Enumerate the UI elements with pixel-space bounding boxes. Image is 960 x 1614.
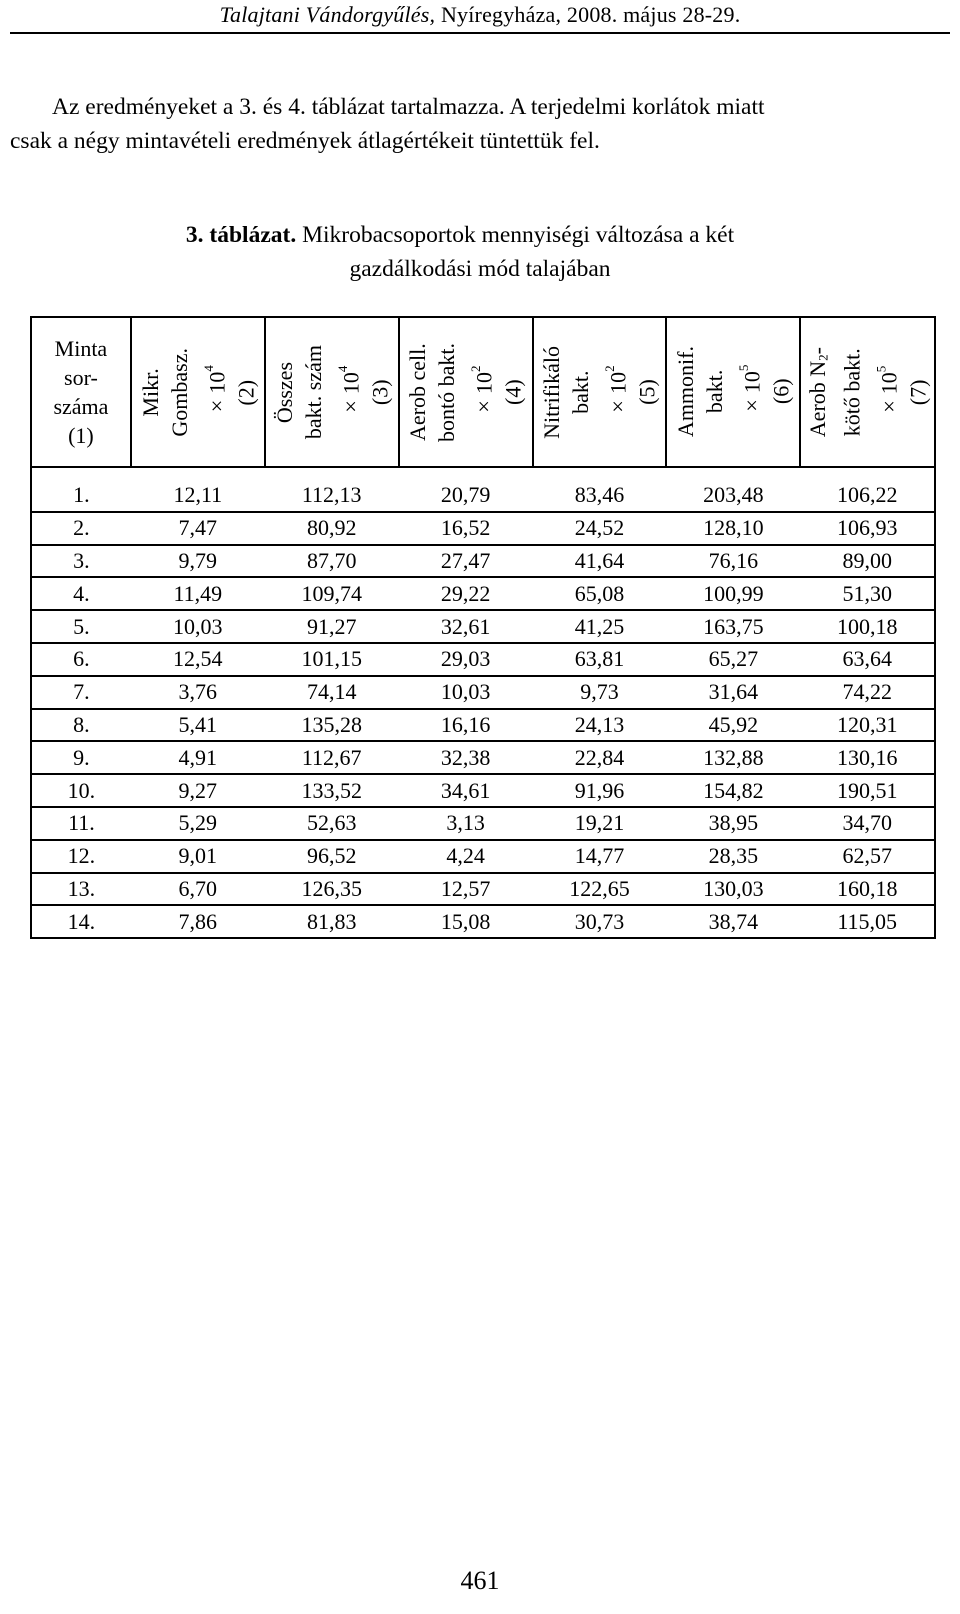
header-line: Összes bbox=[271, 361, 297, 423]
table-row bbox=[31, 807, 935, 840]
table-cell: 20,79 bbox=[399, 467, 533, 512]
header-line: száma bbox=[53, 394, 109, 419]
header-line: (2) bbox=[232, 379, 258, 405]
table-row bbox=[31, 840, 935, 873]
multiplier: ×10 bbox=[471, 371, 497, 419]
table-cell: 65,08 bbox=[533, 577, 667, 610]
table-cell: 41,25 bbox=[533, 610, 667, 643]
table-cell: 4,91 bbox=[131, 741, 265, 774]
row-number-cell: 3. bbox=[31, 545, 131, 578]
row-number-cell: 4. bbox=[31, 577, 131, 610]
header-line bbox=[729, 346, 766, 437]
table-cell: 106,93 bbox=[800, 512, 935, 545]
table-cell: 9,79 bbox=[131, 545, 265, 578]
header-nitrifying-bacteria bbox=[533, 317, 667, 467]
table-cell: 62,57 bbox=[800, 840, 935, 873]
header-line: (5) bbox=[634, 379, 660, 405]
header-text: Aerob N bbox=[804, 360, 830, 438]
table-cell: 29,03 bbox=[399, 643, 533, 676]
header-line bbox=[194, 348, 231, 437]
header-total-bacteria bbox=[265, 317, 399, 467]
table-cell: 190,51 bbox=[800, 774, 935, 807]
table-cell: 45,92 bbox=[666, 709, 800, 742]
paragraph-line-2: csak a négy mintavételi eredmények átlagértékeit tüntettük fel. bbox=[10, 128, 600, 154]
table-cell: 38,95 bbox=[666, 807, 800, 840]
table-cell: 65,27 bbox=[666, 643, 800, 676]
table-row bbox=[31, 643, 935, 676]
table-row bbox=[31, 741, 935, 774]
table-cell: 120,31 bbox=[800, 709, 935, 742]
header-line: (4) bbox=[500, 379, 526, 405]
table-cell: 14,77 bbox=[533, 840, 667, 873]
exponent: 4 bbox=[200, 365, 216, 372]
table-cell: 80,92 bbox=[265, 512, 399, 545]
table-cell: 128,10 bbox=[666, 512, 800, 545]
table-cell: 9,73 bbox=[533, 676, 667, 709]
table-cell: 10,03 bbox=[399, 676, 533, 709]
table-cell: 9,27 bbox=[131, 774, 265, 807]
table-row bbox=[31, 873, 935, 906]
multiplier: ×10 bbox=[203, 371, 229, 419]
multiplier: ×10 bbox=[605, 371, 631, 419]
table-caption bbox=[0, 218, 960, 286]
table-cell: 12,11 bbox=[131, 467, 265, 512]
row-number-cell: 14. bbox=[31, 905, 131, 938]
table-cell: 32,38 bbox=[399, 741, 533, 774]
header-line: (3) bbox=[366, 379, 392, 405]
table-cell: 115,05 bbox=[800, 905, 935, 938]
table-cell: 9,01 bbox=[131, 840, 265, 873]
table-cell: 126,35 bbox=[265, 873, 399, 906]
table-cell: 27,47 bbox=[399, 545, 533, 578]
header-sample-number bbox=[31, 317, 131, 467]
table-cell: 163,75 bbox=[666, 610, 800, 643]
header-line: bakt. bbox=[702, 370, 728, 414]
running-header bbox=[0, 2, 960, 28]
header-line: bakt. szám bbox=[300, 344, 326, 440]
header-line: (1) bbox=[68, 423, 94, 448]
table-cell: 6,70 bbox=[131, 873, 265, 906]
table-row bbox=[31, 610, 935, 643]
exponent: 2 bbox=[602, 365, 618, 372]
journal-name: Talajtani Vándorgyűlés, bbox=[219, 2, 436, 27]
table-row bbox=[31, 676, 935, 709]
table-cell: 34,70 bbox=[800, 807, 935, 840]
table-cell: 16,52 bbox=[399, 512, 533, 545]
table-cell: 63,81 bbox=[533, 643, 667, 676]
table-cell: 96,52 bbox=[265, 840, 399, 873]
table-cell: 7,86 bbox=[131, 905, 265, 938]
row-number-cell: 13. bbox=[31, 873, 131, 906]
table-cell: 135,28 bbox=[265, 709, 399, 742]
header-n2-fixing-bacteria bbox=[800, 317, 935, 467]
page-number: 461 bbox=[460, 1566, 500, 1595]
table-cell: 51,30 bbox=[800, 577, 935, 610]
table-row bbox=[31, 577, 935, 610]
table-cell: 160,18 bbox=[800, 873, 935, 906]
table-cell: 112,13 bbox=[265, 467, 399, 512]
caption-line-2: gazdálkodási mód talajában bbox=[349, 256, 611, 282]
table-cell: 91,96 bbox=[533, 774, 667, 807]
table-cell: 28,35 bbox=[666, 840, 800, 873]
row-number-cell: 8. bbox=[31, 709, 131, 742]
table-cell: 11,49 bbox=[131, 577, 265, 610]
subscript: 2 bbox=[815, 354, 831, 361]
header-line: Aerob cell. bbox=[405, 343, 431, 441]
table-cell: 106,22 bbox=[800, 467, 935, 512]
table-cell: 5,41 bbox=[131, 709, 265, 742]
header-line: Mikr. bbox=[137, 367, 163, 417]
caption-label: 3. táblázat. bbox=[185, 222, 297, 248]
table-cell: 29,22 bbox=[399, 577, 533, 610]
row-number-cell: 5. bbox=[31, 610, 131, 643]
table-cell: 30,73 bbox=[533, 905, 667, 938]
table-cell: 34,61 bbox=[399, 774, 533, 807]
table-cell: 4,24 bbox=[399, 840, 533, 873]
header-line bbox=[461, 343, 498, 442]
row-number-cell: 7. bbox=[31, 676, 131, 709]
table-cell: 3,76 bbox=[131, 676, 265, 709]
header-line: Ammonif. bbox=[673, 346, 699, 438]
table-cell: 16,16 bbox=[399, 709, 533, 742]
table-cell: 81,83 bbox=[265, 905, 399, 938]
multiplier: ×10 bbox=[876, 371, 902, 419]
table-row bbox=[31, 512, 935, 545]
row-number-cell: 10. bbox=[31, 774, 131, 807]
table-cell: 130,03 bbox=[666, 873, 800, 906]
table-cell: 5,29 bbox=[131, 807, 265, 840]
header-rule bbox=[10, 32, 950, 34]
data-table bbox=[30, 316, 936, 939]
header-line: Nitrifikáló bbox=[539, 345, 565, 439]
table-cell: 19,21 bbox=[533, 807, 667, 840]
exponent: 5 bbox=[736, 365, 752, 372]
table-row bbox=[31, 774, 935, 807]
table-cell: 22,84 bbox=[533, 741, 667, 774]
table-cell: 76,16 bbox=[666, 545, 800, 578]
header-fungi bbox=[131, 317, 265, 467]
row-number-cell: 11. bbox=[31, 807, 131, 840]
header-cellulose-decomposers bbox=[399, 317, 533, 467]
header-line: bontó bakt. bbox=[434, 342, 460, 442]
header-line: sor- bbox=[64, 365, 98, 390]
header-line bbox=[803, 347, 837, 437]
row-number-cell: 6. bbox=[31, 643, 131, 676]
table-cell: 12,57 bbox=[399, 873, 533, 906]
table-cell: 91,27 bbox=[265, 610, 399, 643]
row-number-cell: 12. bbox=[31, 840, 131, 873]
table-cell: 122,65 bbox=[533, 873, 667, 906]
table-cell: 32,61 bbox=[399, 610, 533, 643]
header-line: Minta bbox=[54, 336, 108, 361]
table-row bbox=[31, 905, 935, 938]
table-header-row bbox=[31, 317, 935, 467]
table-cell: 12,54 bbox=[131, 643, 265, 676]
table-cell: 130,16 bbox=[800, 741, 935, 774]
row-number-cell: 9. bbox=[31, 741, 131, 774]
header-line: (6) bbox=[768, 379, 794, 405]
table-cell: 63,64 bbox=[800, 643, 935, 676]
table-body bbox=[31, 467, 935, 938]
header-line bbox=[328, 345, 365, 439]
table-cell: 74,22 bbox=[800, 676, 935, 709]
header-line bbox=[595, 346, 632, 439]
table-cell: 41,64 bbox=[533, 545, 667, 578]
multiplier: ×10 bbox=[739, 371, 765, 419]
table-cell: 31,64 bbox=[666, 676, 800, 709]
caption-line-1 bbox=[0, 218, 960, 252]
table-cell: 83,46 bbox=[533, 467, 667, 512]
table-row bbox=[31, 709, 935, 742]
table-cell: 154,82 bbox=[666, 774, 800, 807]
table-cell: 24,52 bbox=[533, 512, 667, 545]
table-cell: 38,74 bbox=[666, 905, 800, 938]
table-row bbox=[31, 545, 935, 578]
place-date: Nyíregyháza, 2008. május 28-29. bbox=[440, 2, 741, 27]
table-cell: 203,48 bbox=[666, 467, 800, 512]
header-line: Gombasz. bbox=[166, 347, 192, 437]
table-cell: 24,13 bbox=[533, 709, 667, 742]
intro-paragraph bbox=[10, 90, 950, 158]
table-cell: 112,67 bbox=[265, 741, 399, 774]
table-cell: 74,14 bbox=[265, 676, 399, 709]
exponent: 5 bbox=[873, 365, 889, 372]
exponent: 2 bbox=[468, 365, 484, 372]
table-cell: 89,00 bbox=[800, 545, 935, 578]
multiplier: ×10 bbox=[337, 371, 363, 419]
header-line bbox=[866, 347, 903, 437]
table-cell: 52,63 bbox=[265, 807, 399, 840]
header-line: kötő bakt. bbox=[839, 348, 865, 436]
header-line: (7) bbox=[905, 379, 931, 405]
table-cell: 3,13 bbox=[399, 807, 533, 840]
table-row bbox=[31, 467, 935, 512]
table-cell: 15,08 bbox=[399, 905, 533, 938]
table-cell: 7,47 bbox=[131, 512, 265, 545]
header-ammonifying-bacteria bbox=[666, 317, 800, 467]
header-line: bakt. bbox=[568, 370, 594, 414]
header-text: - bbox=[804, 346, 830, 355]
table-cell: 132,88 bbox=[666, 741, 800, 774]
table-cell: 87,70 bbox=[265, 545, 399, 578]
table-cell: 100,99 bbox=[666, 577, 800, 610]
table-cell: 100,18 bbox=[800, 610, 935, 643]
caption-title-part1: Mikrobacsoportok mennyiségi változása a két bbox=[296, 222, 735, 248]
table-cell: 133,52 bbox=[265, 774, 399, 807]
table-cell: 109,74 bbox=[265, 577, 399, 610]
table-cell: 10,03 bbox=[131, 610, 265, 643]
exponent: 4 bbox=[334, 365, 350, 372]
row-number-cell: 2. bbox=[31, 512, 131, 545]
row-number-cell: 1. bbox=[31, 467, 131, 512]
table-cell: 101,15 bbox=[265, 643, 399, 676]
paragraph-line-1: Az eredményeket a 3. és 4. táblázat tartalmazza. A terjedelmi korlátok miatt bbox=[52, 94, 765, 120]
